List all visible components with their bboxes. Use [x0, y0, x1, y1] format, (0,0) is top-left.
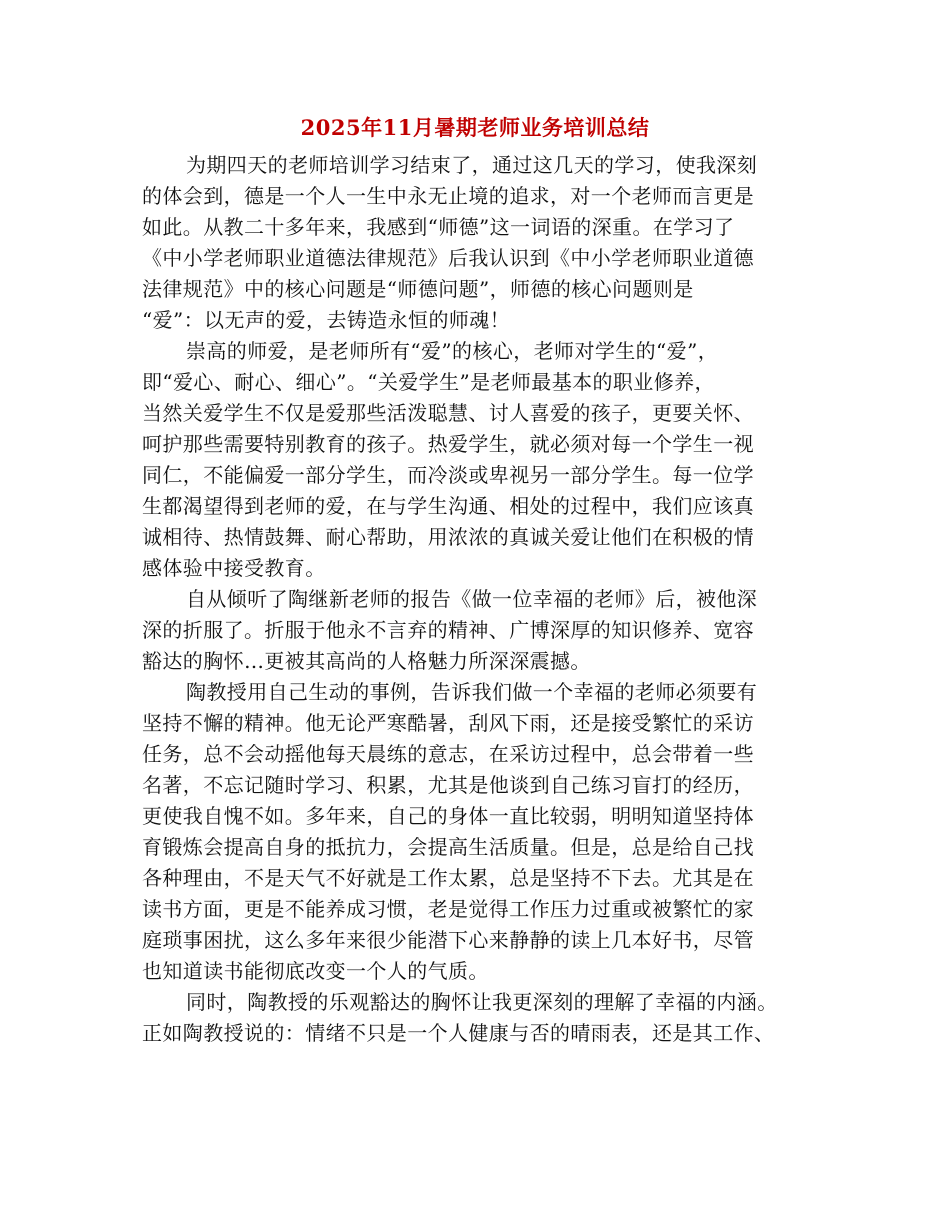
document-body	[142, 150, 822, 1049]
document-title: 2025年11月暑期老师业务培训总结	[300, 115, 650, 140]
text-line: 的体会到，德是一个人一生中永无止境的追求，对一个老师而言更是	[142, 184, 754, 208]
text-line: 诚相待、热情鼓舞、耐心帮助，用浓浓的真诚关爱让他们在积极的情	[142, 525, 754, 549]
text-line: 感体验中接受教育。	[142, 556, 326, 580]
text-line: 育锻炼会提高自身的抵抗力，会提高生活质量。但是，总是给自己找	[142, 835, 754, 859]
text-line: “爱”：以无声的爱，去铸造永恒的师魂！	[142, 308, 511, 332]
text-line: 即“爱心、耐心、细心”。“关爱学生”是老师最基本的职业修养，	[142, 370, 715, 394]
text-line: 读书方面，更是不能养成习惯，老是觉得工作压力过重或被繁忙的家	[142, 897, 754, 921]
paragraph-5	[142, 987, 822, 1049]
text-line: 庭琐事困扰，这么多年来很少能潜下心来静静的读上几本好书，尽管	[142, 928, 754, 952]
text-line: 呵护那些需要特别教育的孩子。热爱学生，就必须对每一个学生一视	[142, 432, 754, 456]
text-line: 为期四天的老师培训学习结束了，通过这几天的学习，使我深刻	[186, 153, 758, 177]
text-line: 也知道读书能彻底改变一个人的气质。	[142, 959, 489, 983]
text-line: 生都渴望得到老师的爱，在与学生沟通、相处的过程中，我们应该真	[142, 494, 754, 518]
text-line: 陶教授用自己生动的事例，告诉我们做一个幸福的老师必须要有	[186, 680, 758, 704]
paragraph-4	[142, 677, 822, 987]
paragraph-1	[142, 150, 822, 336]
text-line: 同仁，不能偏爱一部分学生，而冷淡或卑视另一部分学生。每一位学	[142, 463, 754, 487]
text-line: 豁达的胸怀…更被其高尚的人格魅力所深深震撼。	[142, 649, 591, 673]
text-line: 更使我自愧不如。多年来，自己的身体一直比较弱，明明知道坚持体	[142, 804, 754, 828]
text-line: 正如陶教授说的：情绪不只是一个人健康与否的晴雨表，还是其工作、	[142, 1021, 775, 1045]
text-line: 如此。从教二十多年来，我感到“师德”这一词语的深重。在学习了	[142, 215, 735, 239]
text-line: 深的折服了。折服于他永不言弃的精神、广博深厚的知识修养、宽容	[142, 618, 754, 642]
text-line: 《中小学老师职业道德法律规范》后我认识到《中小学老师职业道德	[142, 246, 754, 270]
text-line: 崇高的师爱，是老师所有“爱”的核心，老师对学生的“爱”，	[186, 339, 719, 363]
text-line: 名著，不忘记随时学习、积累，尤其是他谈到自己练习盲打的经历，	[142, 773, 754, 797]
text-line: 任务，总不会动摇他每天晨练的意志，在采访过程中，总会带着一些	[142, 742, 754, 766]
text-line: 各种理由，不是天气不好就是工作太累，总是坚持不下去。尤其是在	[142, 866, 754, 890]
text-line: 自从倾听了陶继新老师的报告《做一位幸福的老师》后，被他深	[186, 587, 758, 611]
paragraph-3	[142, 584, 822, 677]
text-line: 法律规范》中的核心问题是“师德问题”，师德的核心问题则是	[142, 277, 694, 301]
paragraph-2	[142, 336, 822, 584]
text-line: 同时，陶教授的乐观豁达的胸怀让我更深刻的理解了幸福的内涵。	[186, 990, 778, 1014]
text-line: 坚持不懈的精神。他无论严寒酷暑，刮风下雨，还是接受繁忙的采访	[142, 711, 754, 735]
text-line: 当然关爱学生不仅是爱那些活泼聪慧、讨人喜爱的孩子，更要关怀、	[142, 401, 754, 425]
